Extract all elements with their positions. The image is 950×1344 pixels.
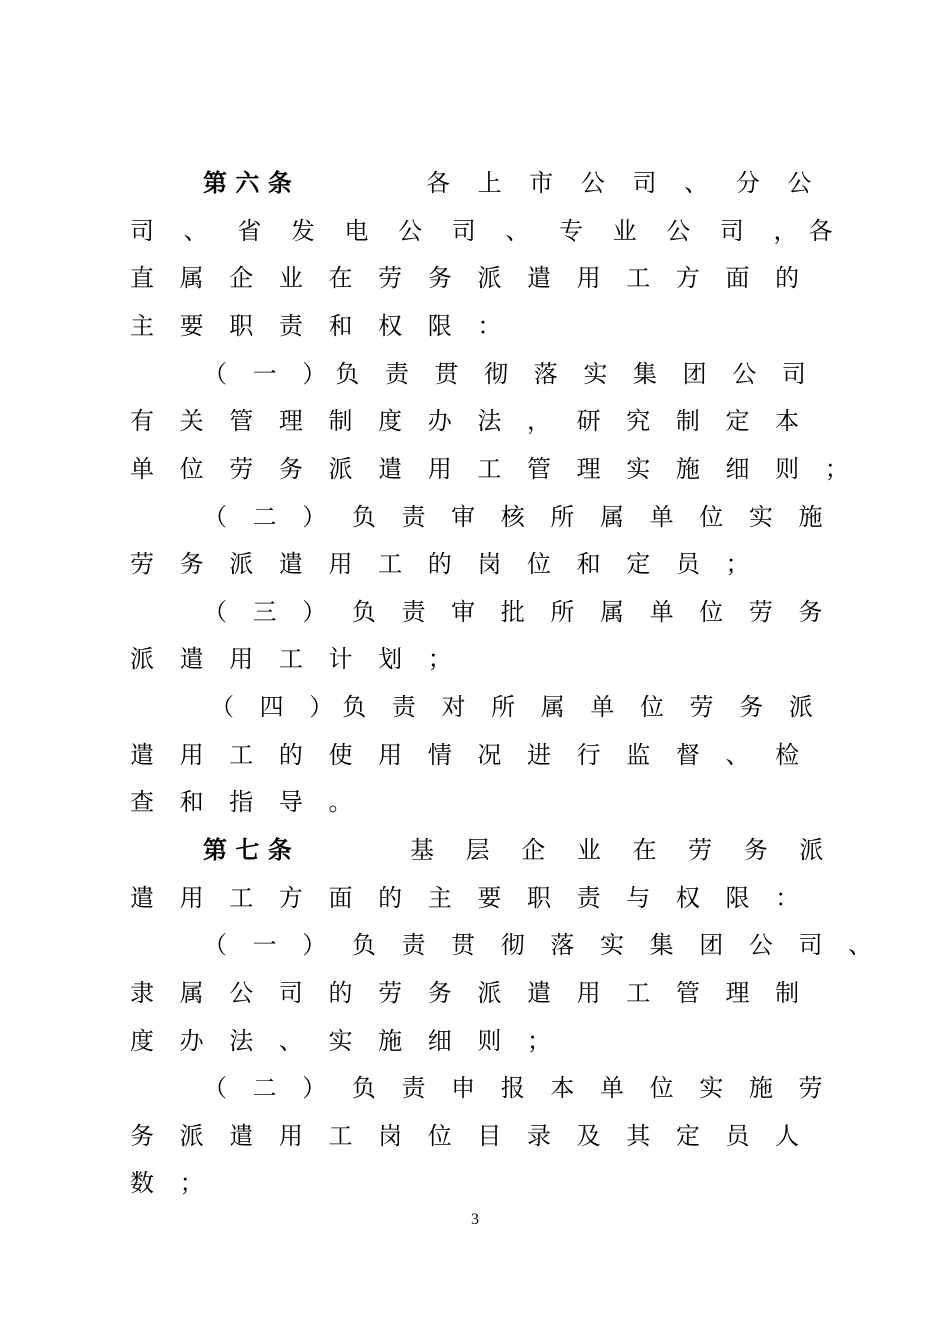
text-line: （ 二 ） 负 责 申 报 本 单 位 实 施 劳	[203, 1074, 832, 1102]
text-line: 数 ；	[130, 1169, 213, 1197]
text-line: 主 要 职 责 和 权 限 ：	[130, 312, 511, 340]
text-line: 遣 用 工 的 使 用 情 况 进 行 监 督 、 检	[130, 741, 809, 769]
page-number: 3	[471, 1211, 479, 1228]
text-line: 派 遣 用 工 计 划 ；	[130, 645, 461, 673]
text-line: （ 四 ）负 责 对 所 属 单 位 劳 务 派	[210, 693, 822, 721]
text-line: 司 、 省 发 电 公 司 、 专 业 公 司 ，各	[130, 217, 844, 245]
text-line: 有 关 管 理 制 度 办 法 ， 研 究 制 定 本	[130, 407, 809, 435]
text-line: （ 一 ）负 责 贯 彻 落 实 集 团 公 司	[203, 360, 815, 388]
text-line: （ 一 ） 负 责 贯 彻 落 实 集 团 公 司 、	[203, 931, 882, 959]
text-line: 各 上 市 公 司 、 分 公	[426, 169, 822, 197]
article-6-heading: 第 六 条	[203, 169, 292, 197]
text-line: 劳 务 派 遣 用 工 的 岗 位 和 定 员 ；	[130, 550, 759, 578]
text-line: （ 二 ） 负 责 审 核 所 属 单 位 实 施	[203, 503, 832, 531]
article-7-heading: 第 七 条	[203, 836, 292, 864]
text-line: 基 层 企 业 在 劳 务 派	[410, 836, 836, 864]
text-line: 直 属 企 业 在 劳 务 派 遣 用 工 方 面 的	[130, 264, 809, 292]
text-line: 度 办 法 、 实 施 细 则 ；	[130, 1027, 561, 1055]
text-line: 务 派 遣 用 工 岗 位 目 录 及 其 定 员 人	[130, 1122, 809, 1150]
text-line: 查 和 指 导 。	[130, 788, 362, 816]
text-line: （ 三 ） 负 责 审 批 所 属 单 位 劳 务	[203, 598, 832, 626]
text-line: 单 位 劳 务 派 遣 用 工 管 理 实 施 细 则 ；	[130, 455, 858, 483]
text-line: 隶 属 公 司 的 劳 务 派 遣 用 工 管 理 制	[130, 979, 809, 1007]
text-line: 遣 用 工 方 面 的 主 要 职 责 与 权 限 ：	[130, 884, 809, 912]
